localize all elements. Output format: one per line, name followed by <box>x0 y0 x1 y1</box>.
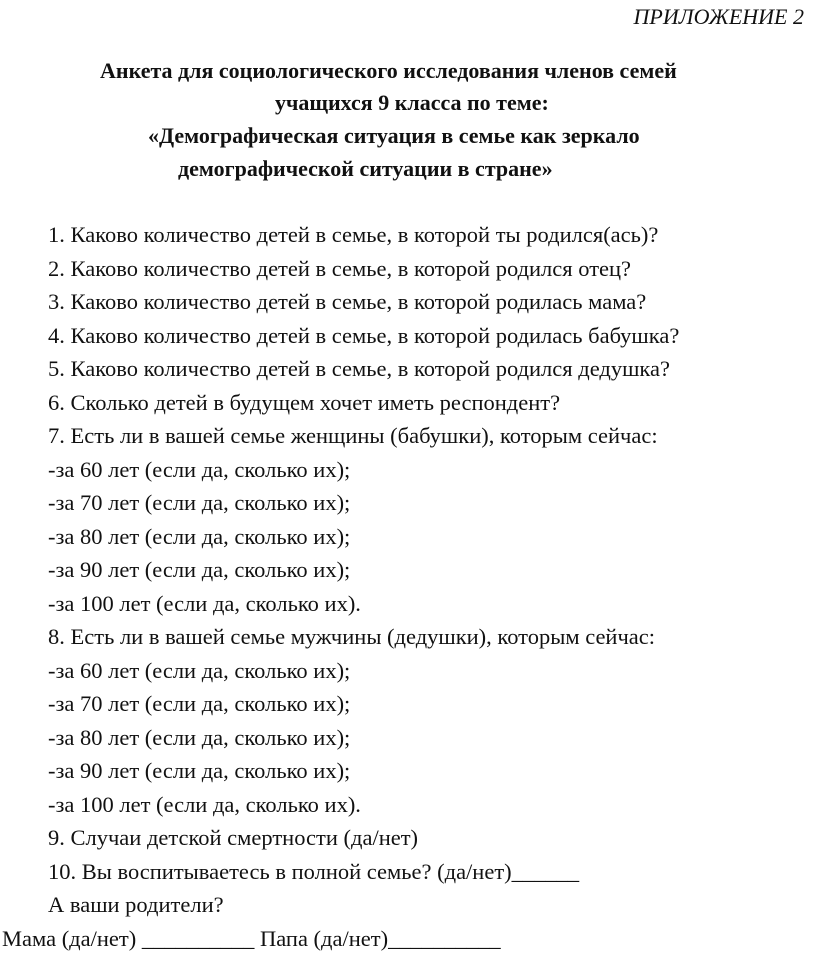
title-line-3: «Демографическая ситуация в семье как зеркало <box>148 123 640 148</box>
question-8-option-80: -за 80 лет (если да, сколько их); <box>48 725 351 750</box>
question-7: 7. Есть ли в вашей семье женщины (бабушки), которым сейчас: <box>48 423 658 448</box>
question-7-option-70: -за 70 лет (если да, сколько их); <box>48 490 351 515</box>
question-5: 5. Каково количество детей в семье, в которой родился дедушка? <box>48 356 670 381</box>
question-7-option-100: -за 100 лет (если да, сколько их). <box>48 591 361 616</box>
parents-answer-line: Мама (да/нет) __________ Папа (да/нет)__________ <box>2 926 501 951</box>
title-line-4: демографической ситуации в стране» <box>178 156 553 181</box>
question-10: 10. Вы воспитываетесь в полной семье? (да/нет)______ <box>48 859 580 884</box>
question-6: 6. Сколько детей в будущем хочет иметь респондент? <box>48 390 561 415</box>
question-2: 2. Каково количество детей в семье, в которой родился отец? <box>48 256 632 281</box>
question-8-option-100: -за 100 лет (если да, сколько их). <box>48 792 361 817</box>
question-8-option-60: -за 60 лет (если да, сколько их); <box>48 658 351 683</box>
question-8-option-90: -за 90 лет (если да, сколько их); <box>48 758 351 783</box>
question-8: 8. Есть ли в вашей семье мужчины (дедушки), которым сейчас: <box>48 624 656 649</box>
question-3: 3. Каково количество детей в семье, в которой родилась мама? <box>48 289 647 314</box>
title-line-2: учащихся 9 класса по теме: <box>275 90 549 115</box>
appendix-label: ПРИЛОЖЕНИЕ 2 <box>633 4 804 29</box>
parents-question: А ваши родители? <box>48 892 224 917</box>
title-line-1: Анкета для социологического исследования членов семей <box>100 58 677 83</box>
question-4: 4. Каково количество детей в семье, в которой родилась бабушка? <box>48 323 680 348</box>
question-7-option-60: -за 60 лет (если да, сколько их); <box>48 457 351 482</box>
question-7-option-80: -за 80 лет (если да, сколько их); <box>48 524 351 549</box>
question-7-option-90: -за 90 лет (если да, сколько их); <box>48 557 351 582</box>
question-9: 9. Случаи детской смертности (да/нет) <box>48 825 419 850</box>
question-1: 1. Каково количество детей в семье, в которой ты родился(ась)? <box>48 222 659 247</box>
question-8-option-70: -за 70 лет (если да, сколько их); <box>48 691 351 716</box>
